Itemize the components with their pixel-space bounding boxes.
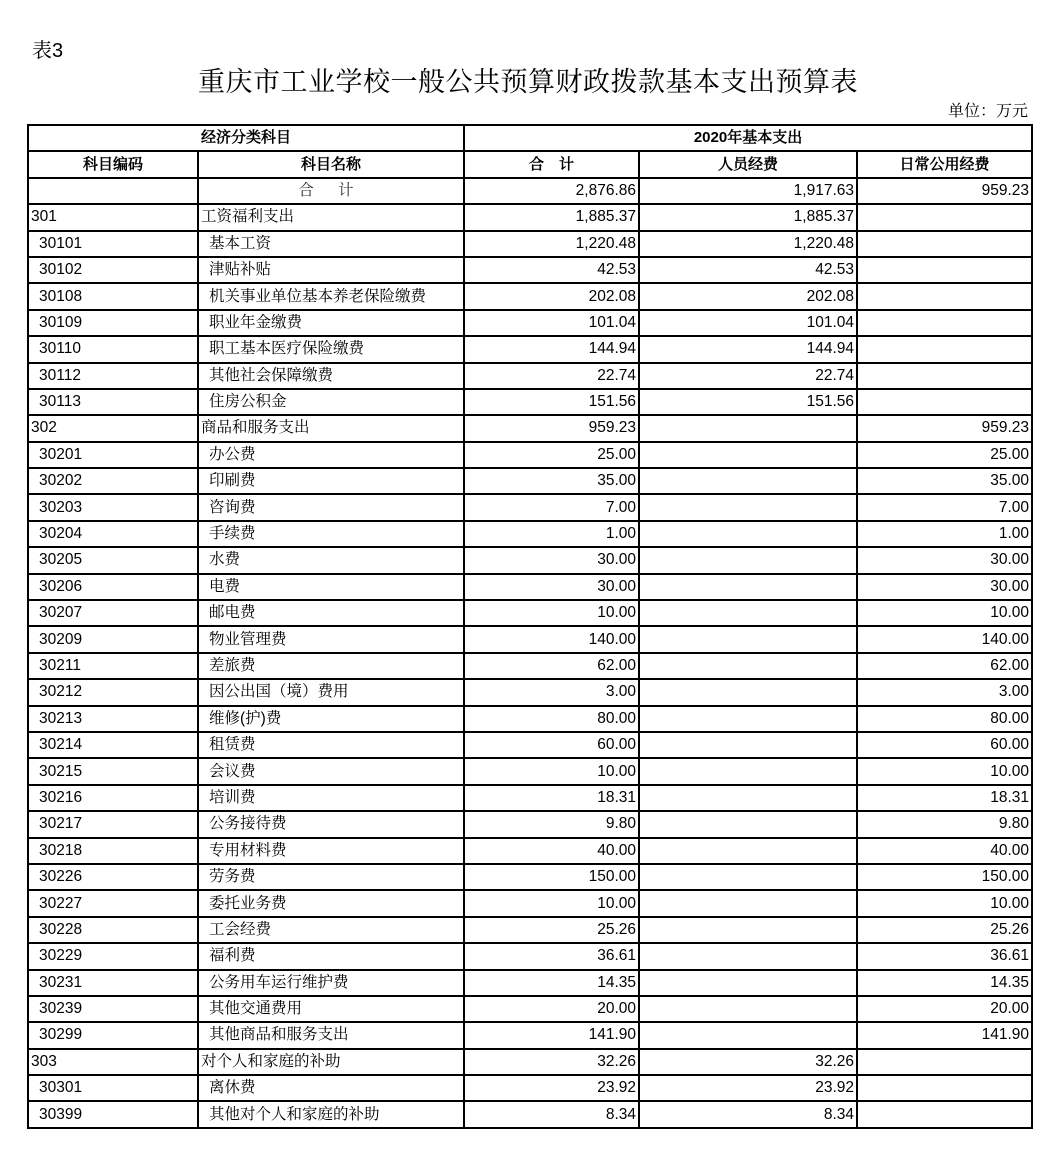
row-public: 80.00 (857, 706, 1032, 732)
row-total: 25.00 (464, 442, 639, 468)
row-personnel (639, 943, 857, 969)
header-economic-classification: 经济分类科目 (28, 125, 464, 151)
row-code: 30101 (28, 231, 198, 257)
row-personnel: 1,885.37 (639, 204, 857, 230)
row-total: 202.08 (464, 283, 639, 309)
table-row (28, 574, 1032, 600)
row-code: 30201 (28, 442, 198, 468)
table-row (28, 732, 1032, 758)
row-name: 专用材料费 (198, 838, 464, 864)
row-name: 基本工资 (198, 231, 464, 257)
row-personnel (639, 600, 857, 626)
table-row (28, 706, 1032, 732)
row-total: 23.92 (464, 1075, 639, 1101)
row-personnel (639, 547, 857, 573)
table-row (28, 890, 1032, 916)
row-public: 20.00 (857, 996, 1032, 1022)
row-public: 150.00 (857, 864, 1032, 890)
row-total: 60.00 (464, 732, 639, 758)
row-public: 18.31 (857, 785, 1032, 811)
row-name: 物业管理费 (198, 626, 464, 652)
header-personnel: 人员经费 (639, 151, 857, 177)
row-total: 32.26 (464, 1049, 639, 1075)
row-code: 30209 (28, 626, 198, 652)
row-name: 培训费 (198, 785, 464, 811)
row-total: 8.34 (464, 1101, 639, 1127)
unit-label: 单位：万元 (947, 103, 1028, 120)
row-personnel (639, 732, 857, 758)
row-code: 30202 (28, 468, 198, 494)
row-name: 离休费 (198, 1075, 464, 1101)
total-name: 合 计 (198, 178, 464, 204)
table-row (28, 653, 1032, 679)
row-personnel (639, 706, 857, 732)
row-public (857, 389, 1032, 415)
row-public: 60.00 (857, 732, 1032, 758)
total-personnel: 1,917.63 (639, 178, 857, 204)
row-public: 140.00 (857, 626, 1032, 652)
row-code: 30213 (28, 706, 198, 732)
row-public (857, 1075, 1032, 1101)
row-personnel: 101.04 (639, 310, 857, 336)
row-personnel (639, 1022, 857, 1048)
row-personnel (639, 653, 857, 679)
row-public: 35.00 (857, 468, 1032, 494)
row-code: 30212 (28, 679, 198, 705)
row-total: 3.00 (464, 679, 639, 705)
row-name: 商品和服务支出 (198, 415, 464, 441)
row-code: 30205 (28, 547, 198, 573)
row-name: 维修(护)费 (198, 706, 464, 732)
budget-table (27, 124, 1033, 1129)
row-public: 30.00 (857, 574, 1032, 600)
table-row (28, 917, 1032, 943)
row-total: 959.23 (464, 415, 639, 441)
row-personnel: 151.56 (639, 389, 857, 415)
row-total: 10.00 (464, 600, 639, 626)
table-row (28, 626, 1032, 652)
row-code: 30211 (28, 653, 198, 679)
row-name: 因公出国（境）费用 (198, 679, 464, 705)
table-row (28, 283, 1032, 309)
table-row (28, 785, 1032, 811)
row-total: 80.00 (464, 706, 639, 732)
row-personnel (639, 917, 857, 943)
row-personnel (639, 679, 857, 705)
row-total: 20.00 (464, 996, 639, 1022)
row-public: 10.00 (857, 600, 1032, 626)
row-code: 30214 (28, 732, 198, 758)
header-group-row (28, 125, 1032, 151)
row-public (857, 310, 1032, 336)
row-name: 职工基本医疗保险缴费 (198, 336, 464, 362)
row-personnel (639, 574, 857, 600)
row-code: 30227 (28, 890, 198, 916)
row-public: 14.35 (857, 970, 1032, 996)
row-name: 机关事业单位基本养老保险缴费 (198, 283, 464, 309)
row-public: 10.00 (857, 758, 1032, 784)
header-basic-expenditure-2020: 2020年基本支出 (464, 125, 1032, 151)
total-amount: 2,876.86 (464, 178, 639, 204)
row-total: 140.00 (464, 626, 639, 652)
row-code: 30399 (28, 1101, 198, 1127)
table-row (28, 389, 1032, 415)
row-name: 印刷费 (198, 468, 464, 494)
row-name: 其他社会保障缴费 (198, 363, 464, 389)
table-row (28, 363, 1032, 389)
table-number-label: 表3 (32, 40, 64, 62)
row-code: 30204 (28, 521, 198, 547)
row-code: 30301 (28, 1075, 198, 1101)
row-personnel: 8.34 (639, 1101, 857, 1127)
row-personnel (639, 785, 857, 811)
row-public: 62.00 (857, 653, 1032, 679)
page-title: 重庆市工业学校一般公共预算财政拨款基本支出预算表 (198, 67, 858, 97)
header-column-row (28, 151, 1032, 177)
row-name: 劳务费 (198, 864, 464, 890)
row-personnel (639, 758, 857, 784)
row-name: 手续费 (198, 521, 464, 547)
row-personnel (639, 864, 857, 890)
row-public: 141.90 (857, 1022, 1032, 1048)
row-name: 职业年金缴费 (198, 310, 464, 336)
table-row (28, 758, 1032, 784)
row-public (857, 1049, 1032, 1075)
row-total: 35.00 (464, 468, 639, 494)
row-total: 22.74 (464, 363, 639, 389)
row-personnel: 22.74 (639, 363, 857, 389)
row-public (857, 257, 1032, 283)
row-name: 公务用车运行维护费 (198, 970, 464, 996)
header-public: 日常公用经费 (857, 151, 1032, 177)
row-name: 会议费 (198, 758, 464, 784)
row-name: 电费 (198, 574, 464, 600)
row-public: 3.00 (857, 679, 1032, 705)
table-row (28, 547, 1032, 573)
table-row (28, 231, 1032, 257)
row-code: 30206 (28, 574, 198, 600)
row-personnel: 32.26 (639, 1049, 857, 1075)
row-personnel (639, 811, 857, 837)
row-total: 144.94 (464, 336, 639, 362)
row-public (857, 336, 1032, 362)
row-name: 工资福利支出 (198, 204, 464, 230)
row-name: 租赁费 (198, 732, 464, 758)
row-public (857, 283, 1032, 309)
row-code: 30229 (28, 943, 198, 969)
row-code: 302 (28, 415, 198, 441)
row-public (857, 1101, 1032, 1127)
row-code: 30207 (28, 600, 198, 626)
table-row (28, 943, 1032, 969)
row-public: 40.00 (857, 838, 1032, 864)
table-row (28, 310, 1032, 336)
row-personnel: 144.94 (639, 336, 857, 362)
total-row (28, 178, 1032, 204)
row-personnel (639, 521, 857, 547)
table-row (28, 257, 1032, 283)
row-name: 津贴补贴 (198, 257, 464, 283)
row-public: 30.00 (857, 547, 1032, 573)
row-name: 其他交通费用 (198, 996, 464, 1022)
row-total: 10.00 (464, 890, 639, 916)
category-row (28, 415, 1032, 441)
row-name: 委托业务费 (198, 890, 464, 916)
row-code: 30203 (28, 494, 198, 520)
row-public (857, 231, 1032, 257)
row-name: 其他商品和服务支出 (198, 1022, 464, 1048)
row-public (857, 363, 1032, 389)
total-code (28, 178, 198, 204)
row-total: 30.00 (464, 547, 639, 573)
row-code: 30108 (28, 283, 198, 309)
row-total: 101.04 (464, 310, 639, 336)
row-code: 303 (28, 1049, 198, 1075)
row-personnel: 202.08 (639, 283, 857, 309)
row-total: 30.00 (464, 574, 639, 600)
row-total: 7.00 (464, 494, 639, 520)
table-row (28, 521, 1032, 547)
table-row (28, 996, 1032, 1022)
table-body (28, 178, 1032, 1128)
row-name: 差旅费 (198, 653, 464, 679)
row-code: 30299 (28, 1022, 198, 1048)
row-personnel: 42.53 (639, 257, 857, 283)
row-total: 40.00 (464, 838, 639, 864)
category-row (28, 1049, 1032, 1075)
table-row (28, 838, 1032, 864)
row-name: 水费 (198, 547, 464, 573)
row-personnel (639, 838, 857, 864)
row-code: 30109 (28, 310, 198, 336)
row-name: 咨询费 (198, 494, 464, 520)
row-personnel (639, 468, 857, 494)
row-name: 邮电费 (198, 600, 464, 626)
table-row (28, 494, 1032, 520)
row-personnel (639, 442, 857, 468)
row-personnel (639, 415, 857, 441)
table-row (28, 864, 1032, 890)
row-code: 30231 (28, 970, 198, 996)
row-total: 25.26 (464, 917, 639, 943)
row-code: 30110 (28, 336, 198, 362)
row-total: 1,885.37 (464, 204, 639, 230)
row-name: 工会经费 (198, 917, 464, 943)
header-total: 合 计 (464, 151, 639, 177)
table-row (28, 1022, 1032, 1048)
row-total: 1,220.48 (464, 231, 639, 257)
category-row (28, 204, 1032, 230)
row-total: 1.00 (464, 521, 639, 547)
row-code: 30226 (28, 864, 198, 890)
row-public: 25.00 (857, 442, 1032, 468)
row-personnel (639, 996, 857, 1022)
row-total: 42.53 (464, 257, 639, 283)
header-name: 科目名称 (198, 151, 464, 177)
row-code: 30113 (28, 389, 198, 415)
row-public: 25.26 (857, 917, 1032, 943)
row-public: 959.23 (857, 415, 1032, 441)
row-code: 30215 (28, 758, 198, 784)
row-total: 18.31 (464, 785, 639, 811)
row-personnel: 23.92 (639, 1075, 857, 1101)
row-code: 30216 (28, 785, 198, 811)
row-code: 301 (28, 204, 198, 230)
row-public: 1.00 (857, 521, 1032, 547)
row-total: 151.56 (464, 389, 639, 415)
row-name: 其他对个人和家庭的补助 (198, 1101, 464, 1127)
row-public: 36.61 (857, 943, 1032, 969)
row-name: 对个人和家庭的补助 (198, 1049, 464, 1075)
row-total: 62.00 (464, 653, 639, 679)
row-total: 9.80 (464, 811, 639, 837)
row-code: 30217 (28, 811, 198, 837)
row-name: 住房公积金 (198, 389, 464, 415)
row-total: 150.00 (464, 864, 639, 890)
row-code: 30228 (28, 917, 198, 943)
row-personnel (639, 626, 857, 652)
row-personnel (639, 970, 857, 996)
row-name: 公务接待费 (198, 811, 464, 837)
table-row (28, 1075, 1032, 1101)
row-code: 30239 (28, 996, 198, 1022)
table-row (28, 336, 1032, 362)
row-name: 办公费 (198, 442, 464, 468)
row-public: 9.80 (857, 811, 1032, 837)
total-public: 959.23 (857, 178, 1032, 204)
table-row (28, 442, 1032, 468)
row-total: 141.90 (464, 1022, 639, 1048)
table-row (28, 1101, 1032, 1127)
header-code: 科目编码 (28, 151, 198, 177)
row-code: 30102 (28, 257, 198, 283)
row-total: 14.35 (464, 970, 639, 996)
row-total: 10.00 (464, 758, 639, 784)
row-personnel (639, 890, 857, 916)
row-personnel: 1,220.48 (639, 231, 857, 257)
row-personnel (639, 494, 857, 520)
table-row (28, 468, 1032, 494)
table-row (28, 600, 1032, 626)
row-code: 30218 (28, 838, 198, 864)
table-row (28, 679, 1032, 705)
row-code: 30112 (28, 363, 198, 389)
table-row (28, 811, 1032, 837)
row-public: 10.00 (857, 890, 1032, 916)
row-public: 7.00 (857, 494, 1032, 520)
table-row (28, 970, 1032, 996)
row-public (857, 204, 1032, 230)
row-total: 36.61 (464, 943, 639, 969)
row-name: 福利费 (198, 943, 464, 969)
